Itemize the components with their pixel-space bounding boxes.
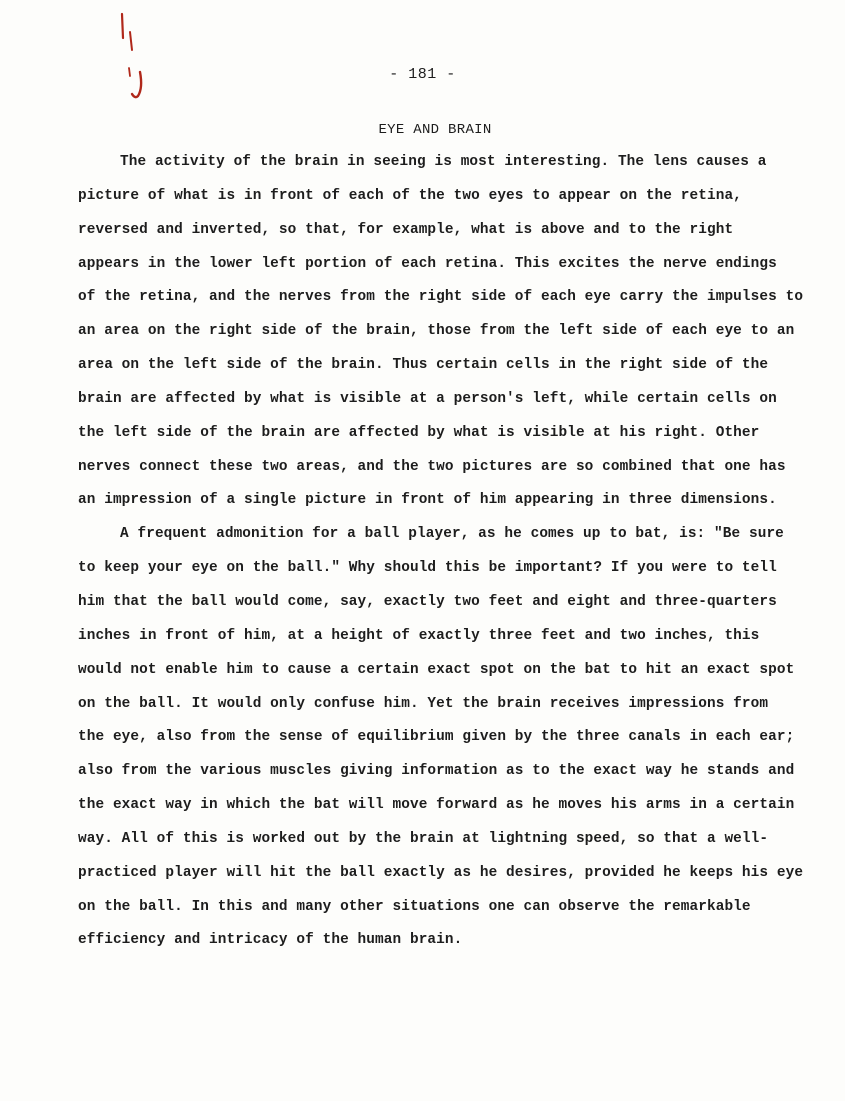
text-line: brain are affected by what is visible at a person's left, while certain cells on: [78, 390, 777, 407]
text-line: way. All of this is worked out by the brain at lightning speed, so that a well-: [78, 830, 769, 847]
text-line: also from the various muscles giving information as to the exact way he stands and: [78, 763, 795, 780]
text-line: inches in front of him, at a height of exactly three feet and two inches, this: [78, 627, 760, 644]
text-line: The activity of the brain in seeing is most interesting. The lens causes a: [120, 154, 767, 170]
text-line: on the ball. It would only confuse him. Yet the brain receives impressions from: [78, 695, 769, 712]
text-line: an area on the right side of the brain, those from the left side of each eye to an: [78, 323, 795, 340]
text-line: A frequent admonition for a ball player, as he comes up to bat, is: "Be sure: [120, 526, 784, 543]
body-text: [78, 146, 804, 958]
text-line: the left side of the brain are affected by what is visible at his right. Other: [78, 424, 760, 441]
text-line: practiced player will hit the ball exactly as he desires, provided he keeps his eye: [78, 864, 804, 881]
text-line: picture of what is in front of each of the two eyes to appear on the retina,: [78, 187, 742, 204]
paragraph-1: [78, 146, 804, 518]
text-line: an impression of a single picture in front of him appearing in three dimensions.: [78, 492, 777, 509]
text-line: of the retina, and the nerves from the right side of each eye carry the impulses to: [78, 289, 804, 306]
page-title: EYE AND BRAIN: [378, 122, 492, 138]
text-line: efficiency and intricacy of the human brain.: [78, 932, 463, 949]
text-line: the eye, also from the sense of equilibrium given by the three canals in each ear;: [78, 729, 795, 746]
text-line: would not enable him to cause a certain exact spot on the bat to hit an exact spot: [78, 661, 795, 678]
text-line: appears in the lower left portion of each retina. This excites the nerve endings: [78, 255, 777, 272]
page-number: - 181 -: [389, 66, 456, 83]
text-line: to keep your eye on the ball." Why should this be important? If you were to tell: [78, 560, 777, 577]
text-line: him that the ball would come, say, exactly two feet and eight and three-quarters: [78, 593, 777, 610]
text-line: area on the left side of the brain. Thus certain cells in the right side of the: [78, 357, 769, 374]
text-line: the exact way in which the bat will move forward as he moves his arms in a certain: [78, 797, 795, 814]
text-line: on the ball. In this and many other situations one can observe the remarkable: [78, 898, 751, 915]
paragraph-2: [78, 518, 804, 958]
text-line: nerves connect these two areas, and the two pictures are so combined that one has: [78, 458, 786, 475]
text-line: reversed and inverted, so that, for example, what is above and to the right: [78, 221, 734, 238]
red-pen-mark-icon: [118, 10, 158, 105]
